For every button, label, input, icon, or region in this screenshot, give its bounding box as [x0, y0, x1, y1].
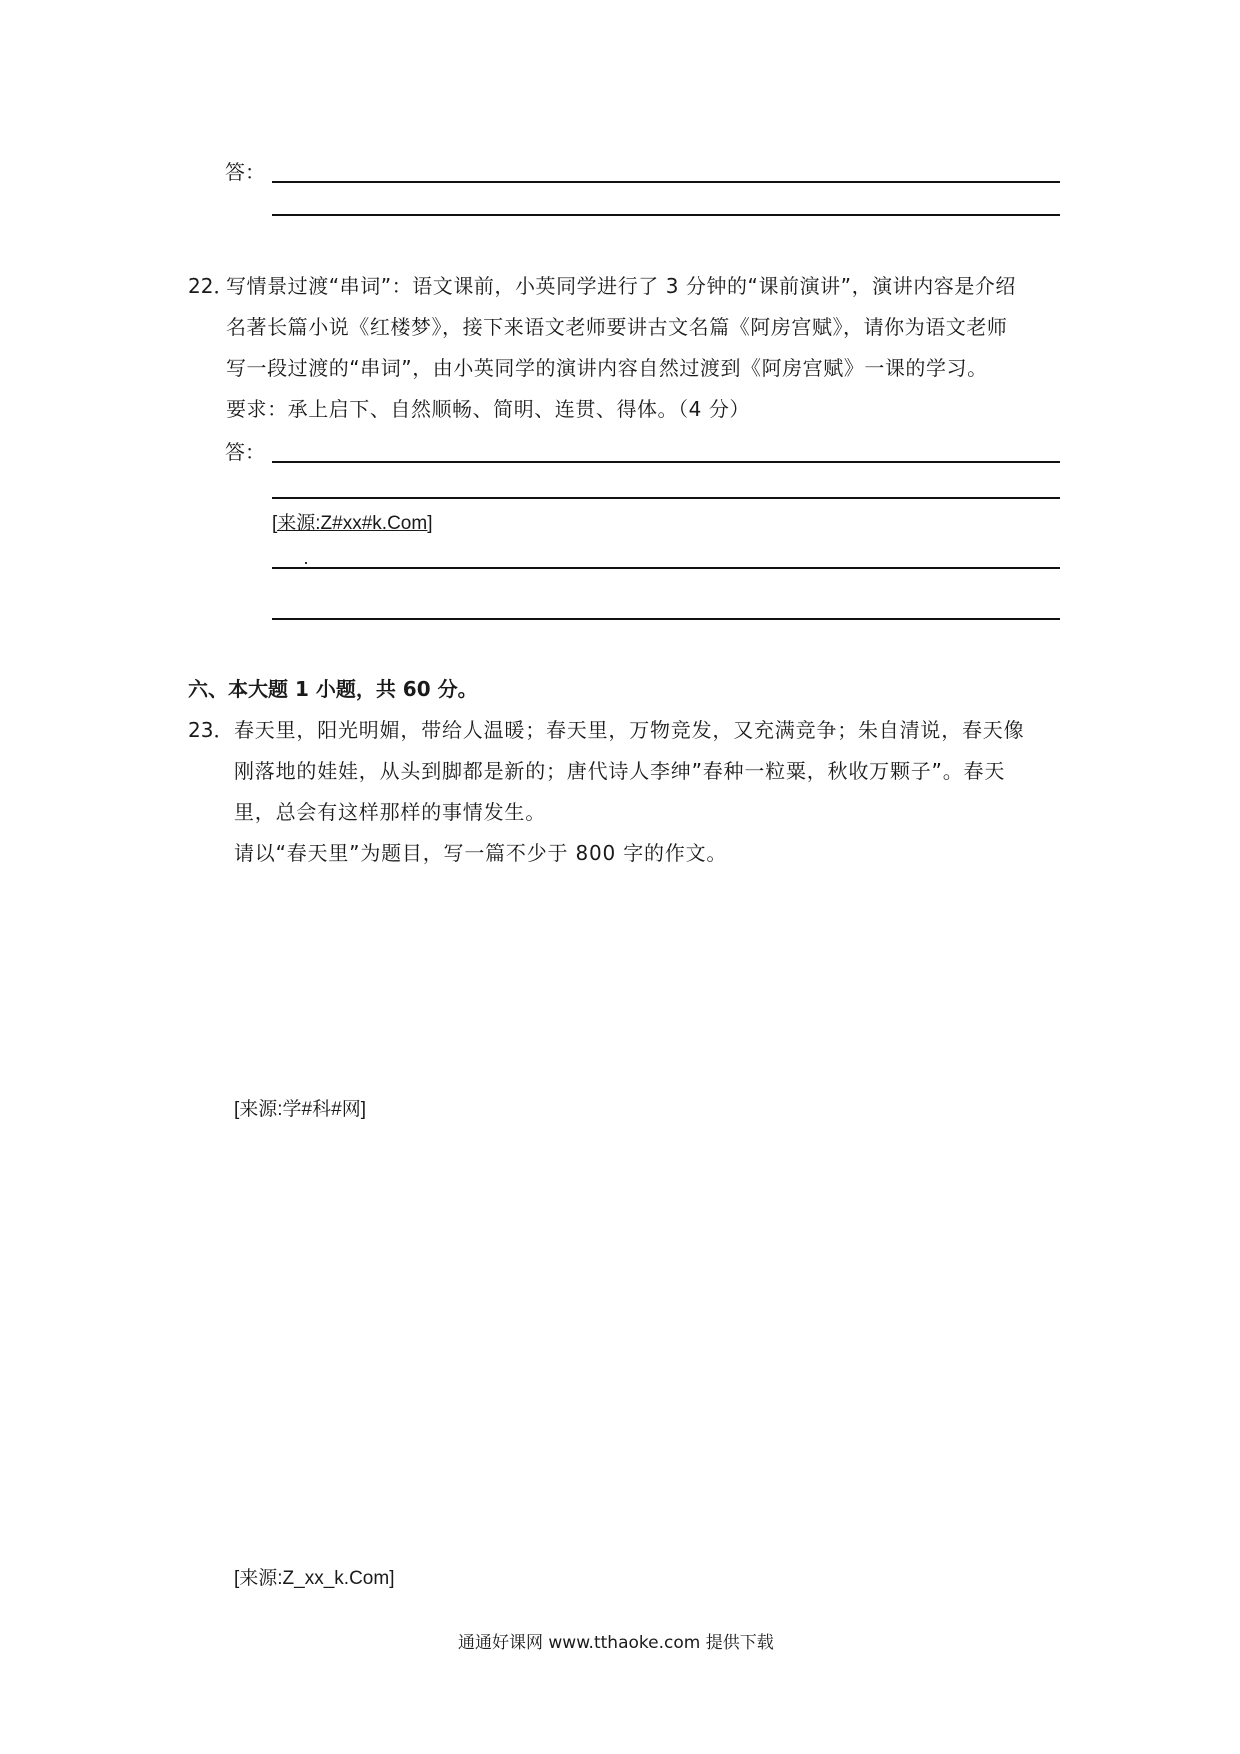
question-22-line-2: 名著长篇小说《红楼梦》，接下来语文老师要讲古文名篇《阿房宫赋》，请你为语文老师	[226, 315, 1008, 339]
answer-line[interactable]	[272, 181, 1060, 183]
question-22-requirement: 要求：承上启下、自然顺畅、简明、连贯、得体。（4 分）	[226, 397, 750, 421]
answer-line[interactable]	[272, 214, 1060, 216]
question-22-line-3: 写一段过渡的“串词”，由小英同学的演讲内容自然过渡到《阿房宫赋》一课的学习。	[226, 356, 988, 380]
answer-line[interactable]	[272, 497, 1060, 499]
source-watermark: [来源:Z#xx#k.Com]	[272, 513, 433, 534]
answer-line[interactable]	[272, 461, 1060, 463]
question-23-line-2: 刚落地的娃娃，从头到脚都是新的；唐代诗人李绅”春种一粒粟，秋收万颗子”。春天	[234, 759, 1006, 783]
question-23-instruction: 请以“春天里”为题目，写一篇不少于 800 字的作文。	[234, 841, 728, 865]
answer-label: 答：	[225, 160, 265, 184]
question-23-number: 23．	[188, 718, 234, 742]
source-watermark: [来源:学#科#网]	[234, 1099, 366, 1120]
answer-line[interactable]	[272, 567, 1060, 569]
source-watermark: [来源:Z_xx_k.Com]	[234, 1568, 395, 1589]
question-22-line-1: 写情景过渡“串词”：语文课前，小英同学进行了 3 分钟的“课前演讲”，演讲内容是介绍	[226, 274, 1016, 298]
question-23-line-3: 里，总会有这样那样的事情发生。	[234, 800, 546, 824]
question-23-line-1: 春天里，阳光明媚，带给人温暖；春天里，万物竞发，又充满竞争；朱自清说，春天像	[234, 718, 1025, 742]
footer-credit: 通通好课网 www.tthaoke.com 提供下载	[458, 1633, 774, 1653]
section-heading: 六、本大题 1 小题，共 60 分。	[188, 677, 478, 701]
question-22-number: 22．	[188, 274, 234, 298]
answer-line[interactable]	[272, 618, 1060, 620]
stray-dot	[305, 562, 307, 564]
answer-label: 答：	[225, 440, 265, 464]
